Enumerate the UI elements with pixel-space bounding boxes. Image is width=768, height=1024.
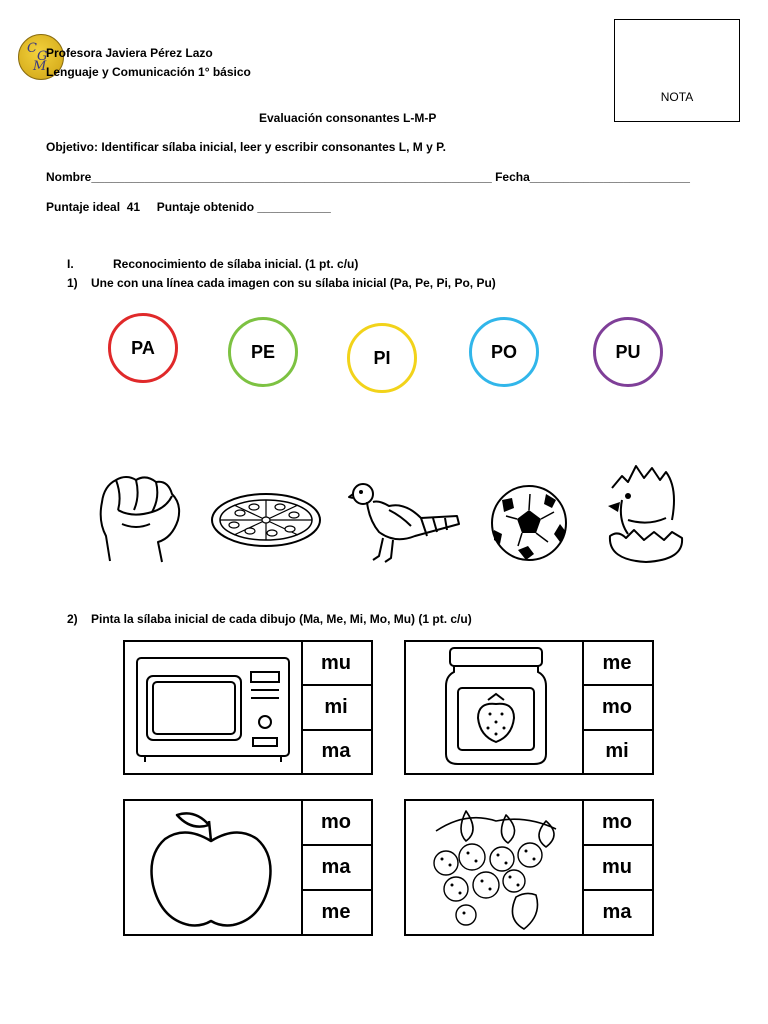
syllable-option[interactable]: mo <box>301 801 371 846</box>
objective: Objetivo: Identificar sílaba inicial, leer y escribir consonantes L, M y P. <box>46 140 446 154</box>
card-picture <box>125 801 303 934</box>
dove-icon[interactable] <box>349 480 461 566</box>
syllable-circle-pu[interactable] <box>593 317 663 387</box>
item1-instruction: 1) Une con una línea cada imagen con su sílaba inicial (Pa, Pe, Pi, Po, Pu) <box>67 276 496 290</box>
syllable-label: PE <box>250 341 275 362</box>
syllable-circle-pi[interactable] <box>347 323 417 393</box>
item2-instruction: 2) Pinta la sílaba inicial de cada dibujo (Ma, Me, Mi, Mo, Mu) (1 pt. c/u) <box>67 612 472 626</box>
syllable-card-microwave <box>123 640 373 775</box>
syllable-option[interactable]: mu <box>301 642 371 686</box>
syllable-option[interactable]: mu <box>582 846 652 891</box>
syllable-option[interactable]: me <box>321 901 351 923</box>
syllable-option[interactable]: mi <box>605 740 629 763</box>
syllable-circle-po[interactable] <box>469 317 539 387</box>
syllable-card-blackberries <box>404 799 654 936</box>
syllable-option[interactable]: mo <box>582 686 652 730</box>
soccer-ball-icon[interactable] <box>490 484 568 562</box>
syllable-label: PO <box>490 341 517 362</box>
syllable-option[interactable]: ma <box>602 901 632 923</box>
chick-hatching-icon[interactable] <box>598 460 690 564</box>
school-logo: C G M <box>18 34 64 80</box>
fist-icon[interactable] <box>92 466 184 566</box>
grade-box-label: NOTA <box>660 90 694 104</box>
syllable-option[interactable]: mi <box>301 686 371 730</box>
microwave-icon <box>125 642 301 773</box>
syllable-label: PU <box>615 341 641 362</box>
jam-jar-icon <box>406 642 582 773</box>
syllable-option[interactable]: mo <box>582 801 652 846</box>
teacher-name: Profesora Javiera Pérez Lazo <box>46 46 213 60</box>
card-picture <box>406 801 584 934</box>
section-heading: Reconocimiento de sílaba inicial. (1 pt. c/u) <box>113 257 359 271</box>
syllable-label: PA <box>131 337 155 358</box>
blackberries-icon <box>406 801 582 934</box>
syllable-option[interactable]: me <box>582 642 652 686</box>
syllable-label: PI <box>373 347 391 368</box>
syllable-circle-pa[interactable] <box>108 313 178 383</box>
section-numeral: I. <box>67 257 74 271</box>
syllable-option[interactable]: ma <box>321 740 351 763</box>
apple-icon <box>125 801 301 934</box>
pizza-icon[interactable] <box>210 493 322 549</box>
card-picture <box>406 642 584 773</box>
syllable-option[interactable]: ma <box>301 846 371 891</box>
name-date-line: Nombre____________________________________________________________ Fecha________________________ <box>46 170 690 184</box>
page-title: Evaluación consonantes L-M-P <box>259 111 437 125</box>
score-line: Puntaje ideal 41 Puntaje obtenido ___________ <box>46 200 331 214</box>
subject-line: Lenguaje y Comunicación 1° básico <box>46 65 251 79</box>
syllable-circle-pe[interactable] <box>228 317 298 387</box>
grade-box <box>614 19 740 122</box>
syllable-card-jam-jar <box>404 640 654 775</box>
syllable-card-apple <box>123 799 373 936</box>
card-picture <box>125 642 303 773</box>
